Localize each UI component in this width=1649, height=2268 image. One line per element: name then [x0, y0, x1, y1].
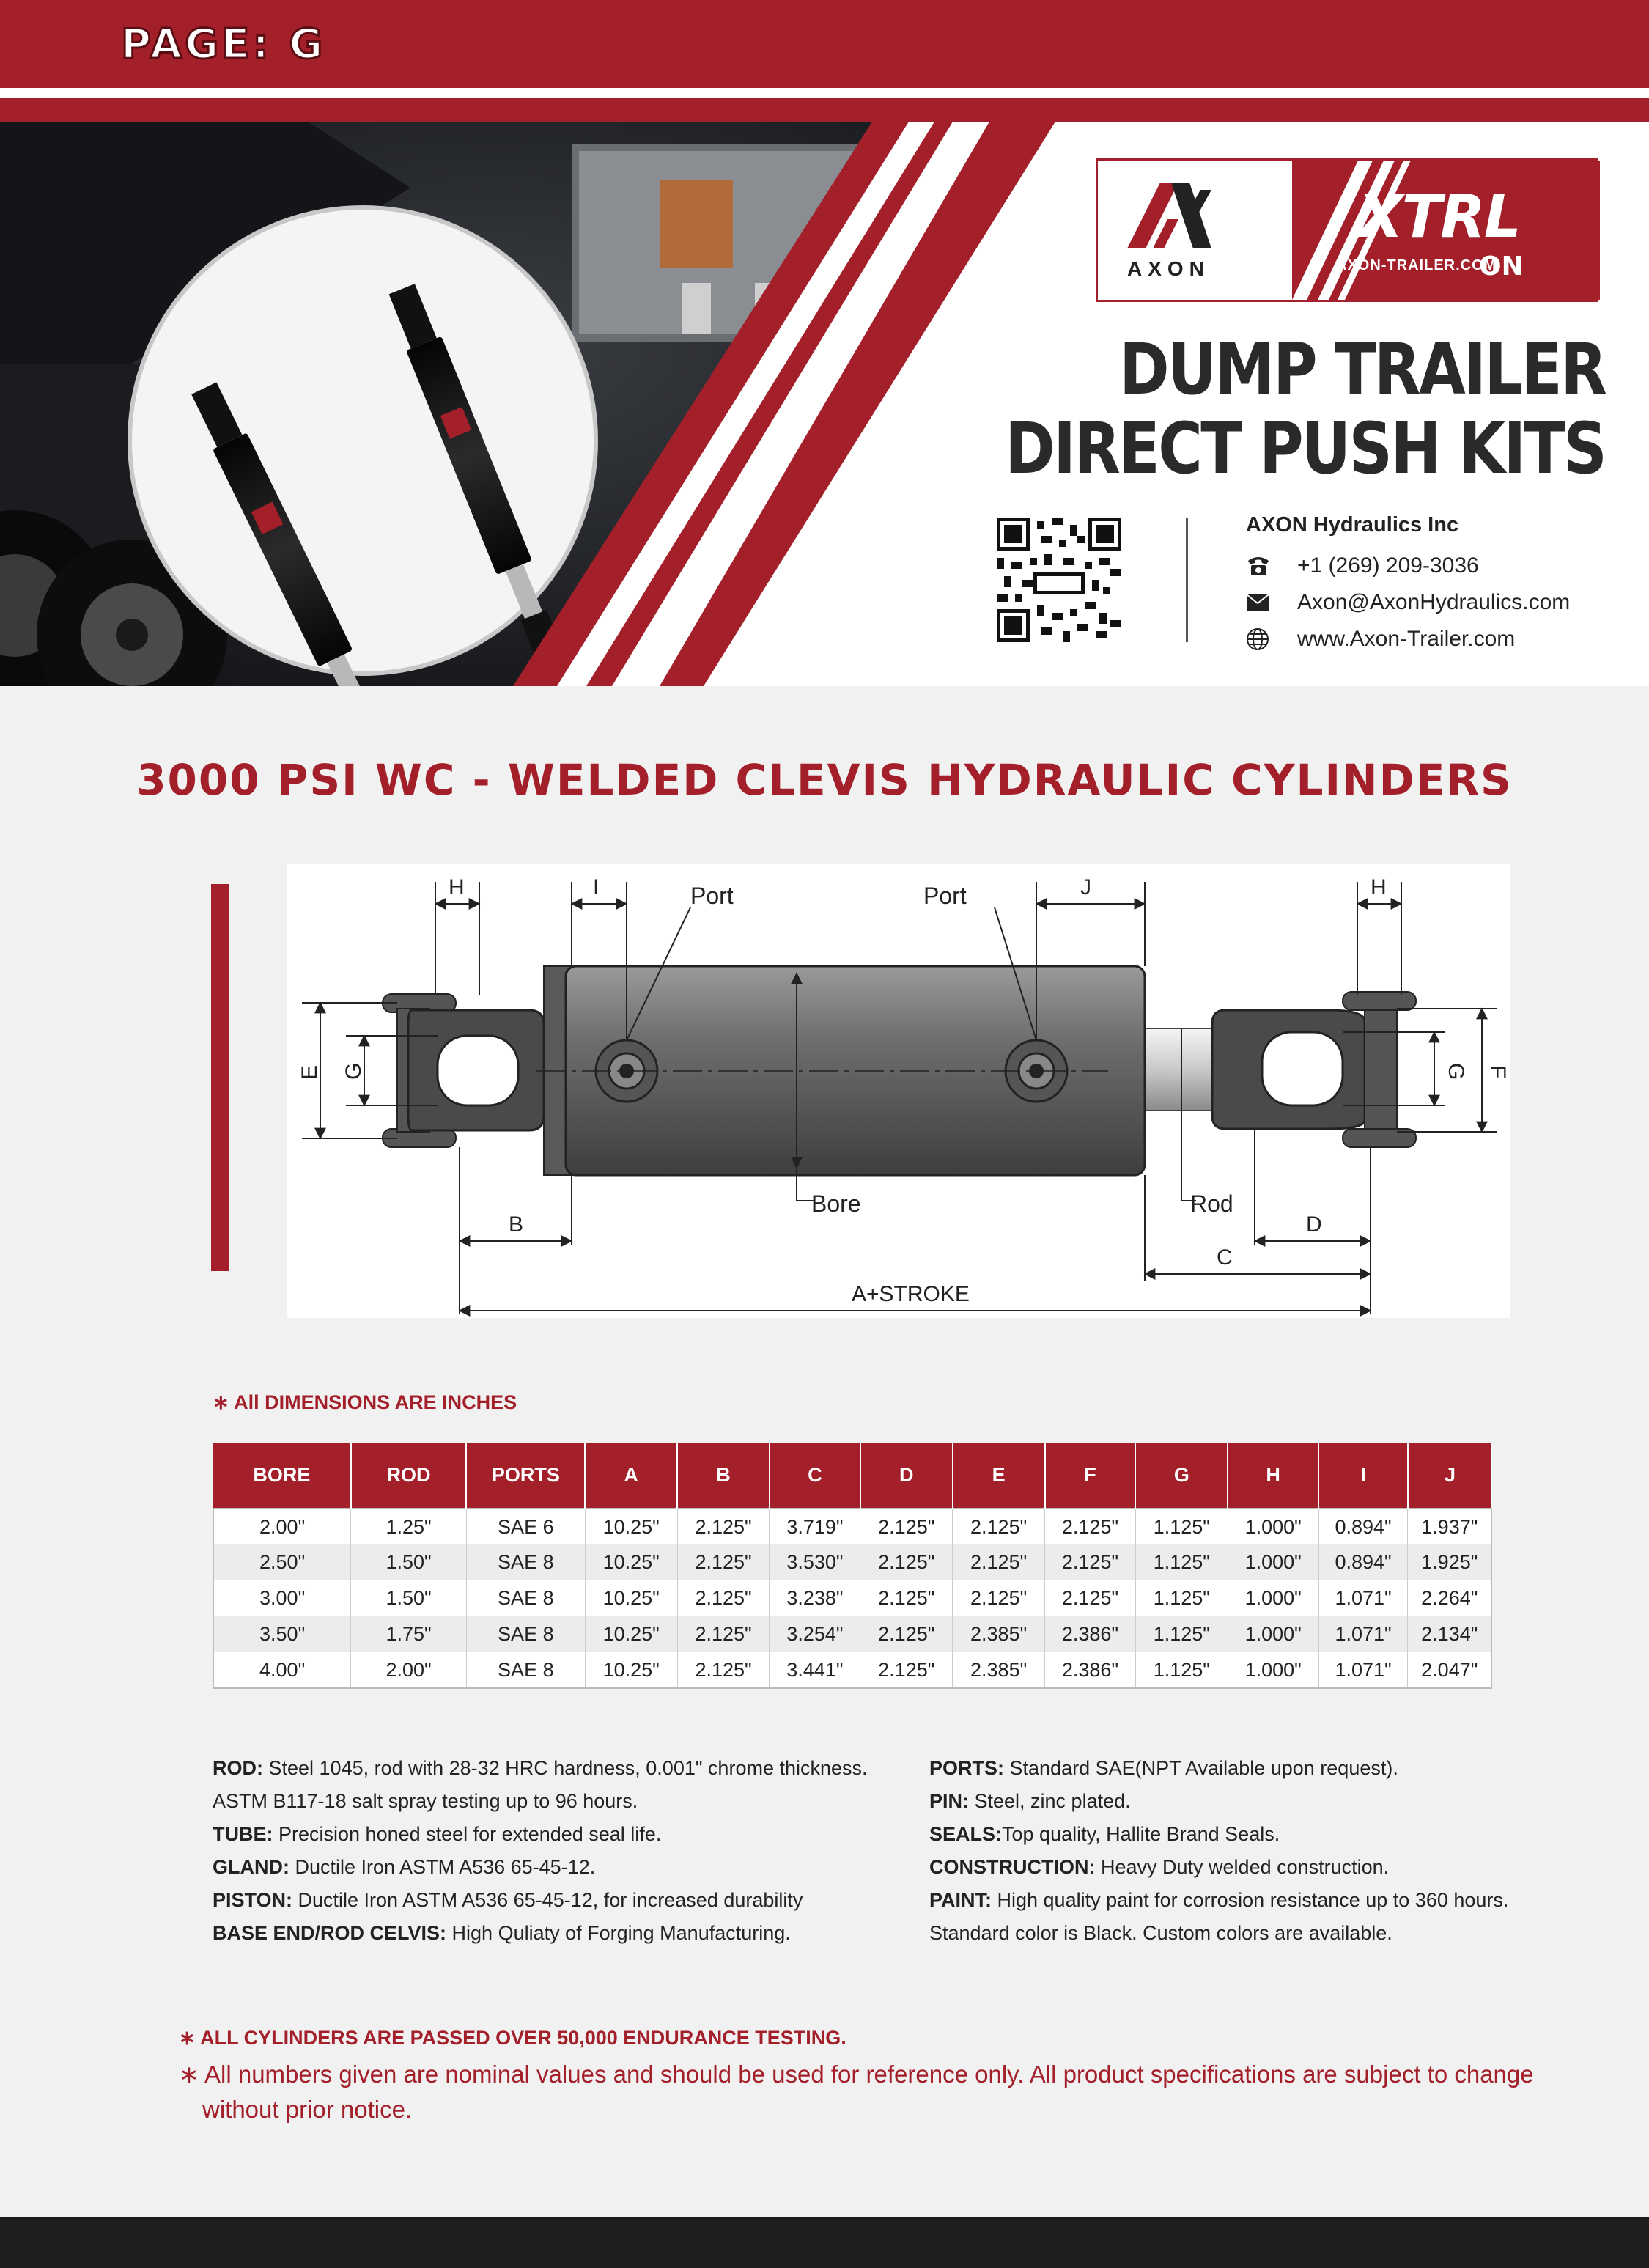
col-header: A: [585, 1443, 677, 1509]
spec-table: [213, 1443, 1492, 1689]
table-cell: 1.000": [1228, 1544, 1318, 1580]
table-cell: SAE 8: [466, 1544, 585, 1580]
table-cell: 3.254": [770, 1616, 860, 1652]
endurance-note-text: ALL CYLINDERS ARE PASSED OVER 50,000 ENDURANCE TESTING.: [200, 2027, 846, 2049]
table-cell: 2.125": [677, 1652, 770, 1688]
spec-seals: [929, 1818, 1516, 1851]
asterisk-icon: ∗: [179, 2027, 201, 2049]
spec-construction: [929, 1851, 1516, 1884]
col-header: BORE: [213, 1443, 351, 1509]
label-d: D: [1306, 1212, 1322, 1237]
table-cell: 2.125": [1045, 1544, 1136, 1580]
contact-phone[interactable]: [1246, 548, 1570, 584]
table-row: [213, 1652, 1491, 1688]
spec-text: Ductile Iron ASTM A536 65-45-12.: [289, 1856, 596, 1878]
table-cell: 3.719": [770, 1509, 860, 1544]
asterisk-icon: ∗: [179, 2061, 204, 2088]
col-header: ROD: [351, 1443, 467, 1509]
table-cell: 2.264": [1421, 1587, 1478, 1609]
table-row: [213, 1544, 1491, 1580]
contact-email[interactable]: [1246, 584, 1570, 621]
top-banner: [0, 0, 1649, 88]
spec-label: PISTON:: [213, 1889, 293, 1911]
label-h-right: H: [1371, 875, 1387, 899]
label-a-stroke: A+STROKE: [852, 1282, 970, 1306]
globe-icon: [1246, 627, 1297, 651]
table-cell: SAE 6: [466, 1509, 585, 1544]
label-c: C: [1217, 1245, 1233, 1270]
table-cell: 10.25": [585, 1544, 677, 1580]
dimensions-note: [213, 1391, 517, 1414]
table-cell: 2.125": [677, 1509, 770, 1544]
asterisk-icon: ∗: [213, 1391, 235, 1413]
spec-text: Standard SAE(NPT Available upon request).: [1004, 1757, 1398, 1779]
website-url: www.Axon-Trailer.com: [1297, 627, 1516, 651]
spec-tube: [213, 1818, 894, 1851]
spec-label: SEALS:: [929, 1823, 1003, 1845]
table-cell: 2.125": [953, 1580, 1045, 1616]
spec-text: High quality paint for corrosion resistance up to 360 hours. Standard color is Black. Custom colors are available.: [929, 1889, 1509, 1944]
label-f: F: [1486, 1065, 1510, 1079]
label-port-right: Port: [923, 883, 967, 909]
spec-base-end: [213, 1917, 894, 1950]
table-row: [213, 1509, 1491, 1544]
col-header: PORTS: [466, 1443, 585, 1509]
table-row: [213, 1616, 1491, 1652]
col-header: G: [1135, 1443, 1228, 1509]
label-rod: Rod: [1190, 1190, 1233, 1217]
table-cell: 1.925": [1421, 1551, 1478, 1573]
table-cell: 3.530": [770, 1544, 860, 1580]
table-cell: 1.125": [1135, 1580, 1228, 1616]
specs-right: [929, 1752, 1516, 1950]
table-cell: SAE 8: [466, 1652, 585, 1688]
table-cell: 2.386": [1045, 1652, 1136, 1688]
divider: [1186, 518, 1188, 642]
table-cell: 1.125": [1135, 1616, 1228, 1652]
table-cell: 0.894": [1318, 1544, 1408, 1580]
spec-text: Precision honed steel for extended seal life.: [273, 1823, 662, 1845]
col-header: F: [1045, 1443, 1136, 1509]
table-cell: 2.134": [1421, 1623, 1478, 1645]
table-cell: 2.385": [953, 1616, 1045, 1652]
table-cell: 1.000": [1228, 1509, 1318, 1544]
phone-number: +1 (269) 209-3036: [1297, 553, 1479, 578]
table-cell: 2.00": [351, 1652, 467, 1688]
spec-gland: [213, 1851, 894, 1884]
table-cell: 2.125": [677, 1580, 770, 1616]
col-header: J: [1408, 1443, 1491, 1509]
table-cell: 1.000": [1228, 1652, 1318, 1688]
specs-left: [213, 1752, 894, 1950]
cylinder-dimension-diagram: [287, 864, 1510, 1318]
table-cell: 1.25": [351, 1509, 467, 1544]
spec-paint: [929, 1884, 1516, 1950]
table-row: [213, 1580, 1491, 1616]
col-header: C: [770, 1443, 860, 1509]
spec-pin: [929, 1785, 1516, 1818]
contact-website[interactable]: [1246, 621, 1570, 658]
table-cell: 10.25": [585, 1509, 677, 1544]
disclaimer-note: [179, 2057, 1571, 2127]
table-cell: 2.00": [213, 1509, 351, 1544]
email-address: Axon@AxonHydraulics.com: [1297, 590, 1571, 614]
table-cell: 3.00": [213, 1580, 351, 1616]
disclaimer-note-text: All numbers given are nominal values and should be used for reference only. All product specifications are subject to change without prior notice.: [202, 2061, 1534, 2123]
table-cell: 1.125": [1135, 1544, 1228, 1580]
spec-piston: [213, 1884, 894, 1917]
spec-rod: [213, 1752, 894, 1818]
table-cell: 2.125": [1045, 1580, 1136, 1616]
label-g-left: G: [342, 1062, 366, 1080]
table-cell: 3.50": [213, 1616, 351, 1652]
spec-text: Heavy Duty welded construction.: [1095, 1856, 1390, 1878]
table-header-row: [213, 1443, 1491, 1509]
xtrl-logo-text: XTRL: [1358, 183, 1520, 251]
footer-bar: [0, 2217, 1649, 2268]
label-bore: Bore: [811, 1190, 861, 1217]
table-cell: 2.125": [953, 1544, 1045, 1580]
table-cell: 3.441": [770, 1652, 860, 1688]
table-cell: 1.75": [351, 1616, 467, 1652]
spec-text: Steel, zinc plated.: [969, 1790, 1131, 1812]
label-j: J: [1080, 875, 1091, 899]
table-cell: 10.25": [585, 1580, 677, 1616]
label-b: B: [509, 1212, 524, 1237]
table-cell: 2.125": [860, 1652, 953, 1688]
table-cell: 10.25": [585, 1652, 677, 1688]
accent-bar: [211, 884, 229, 1271]
footnotes: [179, 2027, 1571, 2127]
table-cell: 0.894": [1318, 1509, 1408, 1544]
xtrl-logo: [1292, 161, 1600, 300]
spec-label: PAINT:: [929, 1889, 992, 1911]
spec-label: GLAND:: [213, 1856, 289, 1878]
table-cell: 1.071": [1318, 1616, 1408, 1652]
table-cell: 2.125": [1045, 1509, 1136, 1544]
axon-logo-icon: [1120, 175, 1215, 256]
table-cell: 1.000": [1228, 1616, 1318, 1652]
table-cell: 1.50": [351, 1544, 467, 1580]
spec-text: Steel 1045, rod with 28-32 HRC hardness, 0.001" chrome thickness. ASTM B117-18 salt spray testing up to 96 hours.: [213, 1757, 868, 1812]
label-port-left: Port: [690, 883, 734, 909]
col-header: D: [860, 1443, 953, 1509]
label-g-right: G: [1444, 1063, 1468, 1080]
phone-icon: [1246, 555, 1297, 577]
table-cell: 2.047": [1421, 1658, 1478, 1681]
table-cell: 2.125": [677, 1544, 770, 1580]
table-cell: 2.125": [677, 1616, 770, 1652]
divider: [0, 88, 1649, 98]
spec-text: High Quliaty of Forging Manufacturing.: [446, 1922, 791, 1944]
dimensions-note-text: All DIMENSIONS ARE INCHES: [234, 1391, 517, 1413]
contact-block: [1246, 513, 1570, 658]
xtrl-logo-on: ON: [1479, 251, 1524, 281]
table-cell: 10.25": [585, 1616, 677, 1652]
table-cell: 2.386": [1045, 1616, 1136, 1652]
spec-ports: [929, 1752, 1516, 1785]
spec-label: CONSTRUCTION:: [929, 1856, 1096, 1878]
table-cell: 1.937": [1421, 1515, 1478, 1538]
page-label: PAGE: G: [121, 21, 326, 68]
table-cell: 1.071": [1318, 1580, 1408, 1616]
spec-label: ROD:: [213, 1757, 263, 1779]
table-cell: 1.071": [1318, 1652, 1408, 1688]
spec-text: Ductile Iron ASTM A536 65-45-12, for increased durability: [292, 1889, 803, 1911]
brand-logo: [1096, 158, 1598, 302]
col-header: H: [1228, 1443, 1318, 1509]
table-cell: 4.00": [213, 1652, 351, 1688]
label-h-left: H: [449, 875, 465, 899]
label-e: E: [298, 1064, 322, 1080]
table-cell: 2.125": [860, 1544, 953, 1580]
axon-logo-text: AXON: [1127, 257, 1210, 280]
section-title: 3000 PSI WC - WELDED CLEVIS HYDRAULIC CYLINDERS: [136, 755, 1513, 805]
label-i: I: [593, 875, 600, 899]
divider: [0, 98, 1649, 122]
table-cell: 1.50": [351, 1580, 467, 1616]
table-cell: 2.125": [860, 1580, 953, 1616]
spec-label: PIN:: [929, 1790, 969, 1812]
xtrl-logo-url: AXON-TRAILER.COM: [1336, 257, 1497, 273]
title-line-1: DUMP TRAILER: [1118, 328, 1605, 410]
spec-label: BASE END/ROD CELVIS:: [213, 1922, 447, 1944]
title-line-2: DIRECT PUSH KITS: [1005, 408, 1605, 490]
table-cell: 2.125": [860, 1616, 953, 1652]
table-cell: 2.125": [860, 1509, 953, 1544]
endurance-note: [179, 2027, 1571, 2050]
envelope-icon: [1246, 594, 1297, 611]
table-cell: 2.385": [953, 1652, 1045, 1688]
col-header: B: [677, 1443, 770, 1509]
table-cell: 2.125": [953, 1509, 1045, 1544]
qr-code[interactable]: [997, 518, 1121, 642]
table-cell: 1.125": [1135, 1509, 1228, 1544]
spec-label: TUBE:: [213, 1823, 273, 1845]
table-cell: 1.000": [1228, 1580, 1318, 1616]
table-cell: SAE 8: [466, 1616, 585, 1652]
table-cell: 1.125": [1135, 1652, 1228, 1688]
table-cell: SAE 8: [466, 1580, 585, 1616]
spec-label: PORTS:: [929, 1757, 1005, 1779]
table-cell: 2.50": [213, 1544, 351, 1580]
company-name: AXON Hydraulics Inc: [1246, 513, 1459, 537]
col-header: I: [1318, 1443, 1408, 1509]
page-title: [907, 330, 1605, 488]
table-cell: 3.238": [770, 1580, 860, 1616]
spec-text: Top quality, Hallite Brand Seals.: [1002, 1823, 1280, 1845]
col-header: E: [953, 1443, 1045, 1509]
